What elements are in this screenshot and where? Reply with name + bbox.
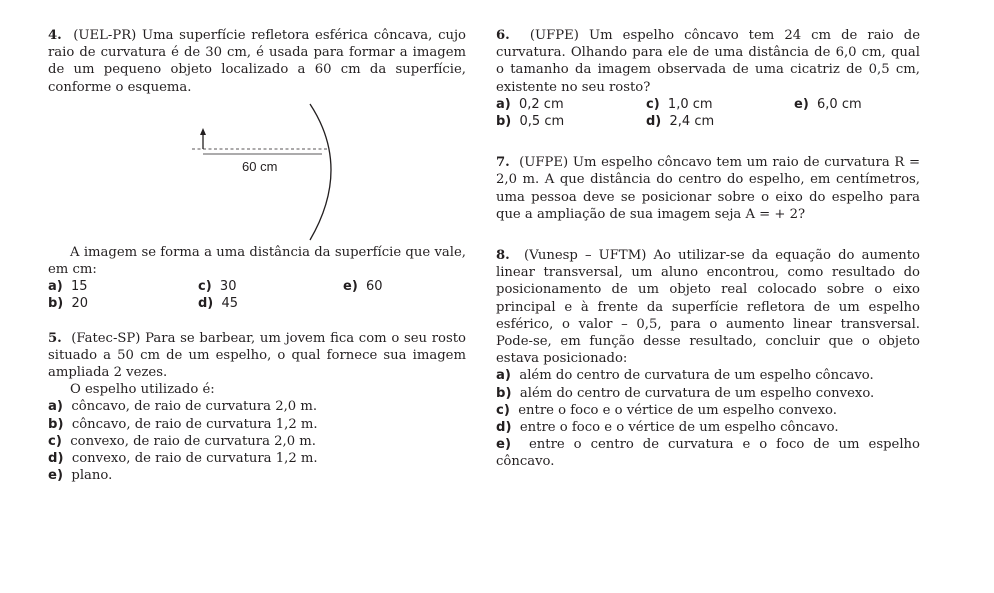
question-text: (UFPE) Um espelho côncavo tem um raio de curvatura R = 2,0 m. A que distância do centro do espelho, em centímetros, uma pessoa deve se posicionar sobre o eixo do espelho para que a ampliação de sua imagem seja A = + 2?: [496, 155, 920, 222]
question-4: [48, 27, 466, 96]
q4-options-row-2: [48, 295, 466, 312]
question-8: [496, 247, 920, 367]
option-a[interactable]: a) além do centro de curvatura de um espelho côncavo.: [496, 368, 874, 384]
option-e[interactable]: e) entre o centro de curvatura e o foco de um espelho côncavo.: [496, 437, 920, 470]
option-d[interactable]: d) 2,4 cm: [646, 114, 715, 129]
option-e[interactable]: e) plano.: [48, 468, 113, 484]
mirror-diagram: [48, 96, 466, 244]
q5-options: [48, 398, 466, 484]
question-number: 4.: [48, 28, 62, 43]
option-b[interactable]: b) além do centro de curvatura de um espelho convexo.: [496, 385, 875, 401]
concave-mirror: [310, 104, 331, 240]
question-text: (Fatec-SP) Para se barbear, um jovem fica com o seu rosto situado a 50 cm de um espelho, o qual fornece sua imagem ampliada 2 vezes.: [48, 330, 466, 380]
option-a[interactable]: a) 15: [48, 279, 88, 295]
option-d[interactable]: d) convexo, de raio de curvatura 1,2 m.: [48, 451, 318, 467]
object-arrow-head: [200, 128, 206, 135]
question-text: (UFPE) Um espelho côncavo tem 24 cm de raio de curvatura. Olhando para ele de uma distância de 6,0 cm, qual o tamanho da imagem observada de uma cicatriz de 0,5 cm, existente no seu rosto?: [496, 28, 921, 95]
option-c[interactable]: c) 1,0 cm: [646, 96, 713, 112]
question-5-prompt: O espelho utilizado é:: [70, 382, 215, 398]
option-e[interactable]: e) 6,0 cm: [794, 96, 862, 112]
option-d[interactable]: d) entre o foco e o vértice de um espelho côncavo.: [496, 420, 839, 436]
option-d[interactable]: d) 45: [198, 296, 239, 312]
option-e[interactable]: e) 60: [343, 279, 383, 295]
question-7: [496, 154, 920, 223]
question-5: [48, 330, 466, 382]
q6-options-row-1: [496, 96, 920, 113]
option-c[interactable]: c) entre o foco e o vértice de um espelho convexo.: [496, 402, 837, 418]
question-6: [496, 27, 920, 96]
q8-options: [496, 367, 920, 470]
q6-options-row-2: [496, 113, 920, 130]
option-a[interactable]: a) 0,2 cm: [496, 96, 564, 112]
left-column: [48, 27, 466, 484]
option-c[interactable]: c) convexo, de raio de curvatura 2,0 m.: [48, 433, 316, 449]
question-text: (UEL-PR) Uma superfície refletora esférica côncava, cujo raio de curvatura é de 30 cm, é usada para formar a imagem de um pequeno objeto localizado a 60 cm da superfície, conforme o esquema.: [48, 28, 466, 95]
option-b[interactable]: b) côncavo, de raio de curvatura 1,2 m.: [48, 416, 318, 432]
option-b[interactable]: b) 0,5 cm: [496, 114, 565, 129]
option-c[interactable]: c) 30: [198, 279, 237, 295]
right-column: [496, 27, 920, 471]
question-number: 8.: [496, 248, 510, 263]
question-number: 5.: [48, 330, 62, 346]
option-b[interactable]: b) 20: [48, 296, 89, 312]
question-4-prompt: A imagem se forma a uma distância da superfície que vale, em cm:: [48, 244, 466, 278]
question-text: (Vunesp – UFTM) Ao utilizar-se da equação do aumento linear transversal, um aluno encontrou, como resultado do posicionamento de um objeto real colocado sobre o eixo principal e à frente da superfície refletora de um espelho esférico, o valor – 0,5, para o aumento linear transversal. Pode-se, em função desse resultado, concluir que o objeto estava posicionado:: [496, 248, 920, 367]
question-number: 7.: [496, 155, 510, 171]
question-number: 6.: [496, 28, 510, 43]
q4-options-row-1: [48, 278, 466, 295]
distance-label: 60 cm: [242, 158, 278, 174]
option-a[interactable]: a) côncavo, de raio de curvatura 2,0 m.: [48, 399, 318, 415]
